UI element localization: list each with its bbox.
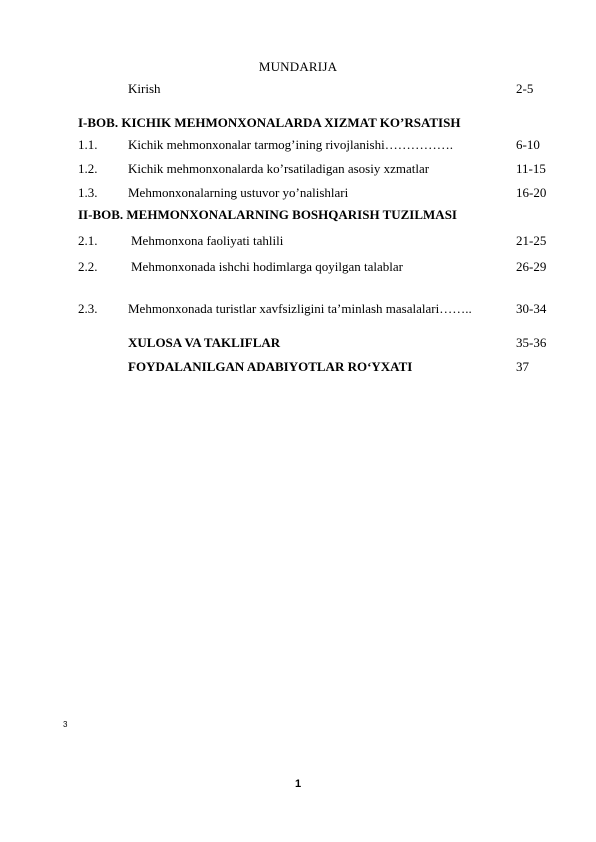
toc-entry-pages: 30-34 xyxy=(516,301,547,316)
toc-entry-pages: 16-20 xyxy=(516,185,547,200)
toc-entry-pages: 37 xyxy=(516,359,529,374)
page-title: MUNDARIJA xyxy=(258,59,338,74)
toc-entry-pages: 21-25 xyxy=(516,233,547,248)
toc-row-1-3[interactable] xyxy=(0,184,596,202)
toc-entry-pages: 11-15 xyxy=(516,161,546,176)
toc-row-conclusion[interactable] xyxy=(0,334,596,352)
toc-entry-number: 2.2. xyxy=(78,259,98,274)
toc-row-1-1[interactable] xyxy=(0,136,596,154)
toc-entry-label: FOYDALANILGAN ADABIYOTLAR RO‘YXATI xyxy=(128,359,413,374)
toc-row-2-2[interactable] xyxy=(0,258,596,276)
toc-row-intro[interactable] xyxy=(0,80,596,98)
toc-entry-pages: 26-29 xyxy=(516,259,547,274)
toc-entry-label: Kichik mehmonxonalarda ko’rsatiladigan asosiy xzmatlar xyxy=(128,161,430,176)
toc-row-1-2[interactable] xyxy=(0,160,596,178)
toc-entry-label: Kichik mehmonxonalar tarmog’ining rivojlanishi……………. xyxy=(128,137,453,152)
toc-entry-pages: 2-5 xyxy=(516,81,534,96)
footer-mark: 3 xyxy=(63,720,68,729)
toc-chapter-1-heading-row[interactable] xyxy=(0,114,596,132)
toc-entry-pages: 35-36 xyxy=(516,335,547,350)
toc-entry-label: Mehmonxonada ishchi hodimlarga qoyilgan talablar xyxy=(131,259,403,274)
toc-row-references[interactable] xyxy=(0,358,596,376)
toc-entry-number: 2.3. xyxy=(78,301,98,316)
toc-entry-label: Mehmonxonada turistlar xavfsizligini ta’minlash masalalari…….. xyxy=(128,301,472,316)
toc-row-2-3[interactable] xyxy=(0,300,596,318)
chapter-1-heading: I-BOB. KICHIK MEHMONXONALARDA XIZMAT KO’RSATISH xyxy=(78,115,461,130)
toc-entry-label: XULOSA VA TAKLIFLAR xyxy=(128,335,281,350)
toc-entry-number: 1.1. xyxy=(78,137,98,152)
toc-entry-label: Kirish xyxy=(128,81,161,96)
toc-chapter-2-heading-row[interactable] xyxy=(0,206,596,224)
toc-entry-number: 1.2. xyxy=(78,161,98,176)
page-number: 1 xyxy=(294,778,302,790)
toc-entry-number: 2.1. xyxy=(78,233,98,248)
toc-entry-pages: 6-10 xyxy=(516,137,540,152)
toc-entry-number: 1.3. xyxy=(78,185,98,200)
chapter-2-heading: II-BOB. MEHMONXONALARNING BOSHQARISH TUZILMASI xyxy=(78,207,457,222)
toc-row-2-1[interactable] xyxy=(0,232,596,250)
toc-entry-label: Mehmonxona faoliyati tahlili xyxy=(131,233,284,248)
toc-entry-label: Mehmonxonalarning ustuvor yo’nalishlari xyxy=(128,185,349,200)
